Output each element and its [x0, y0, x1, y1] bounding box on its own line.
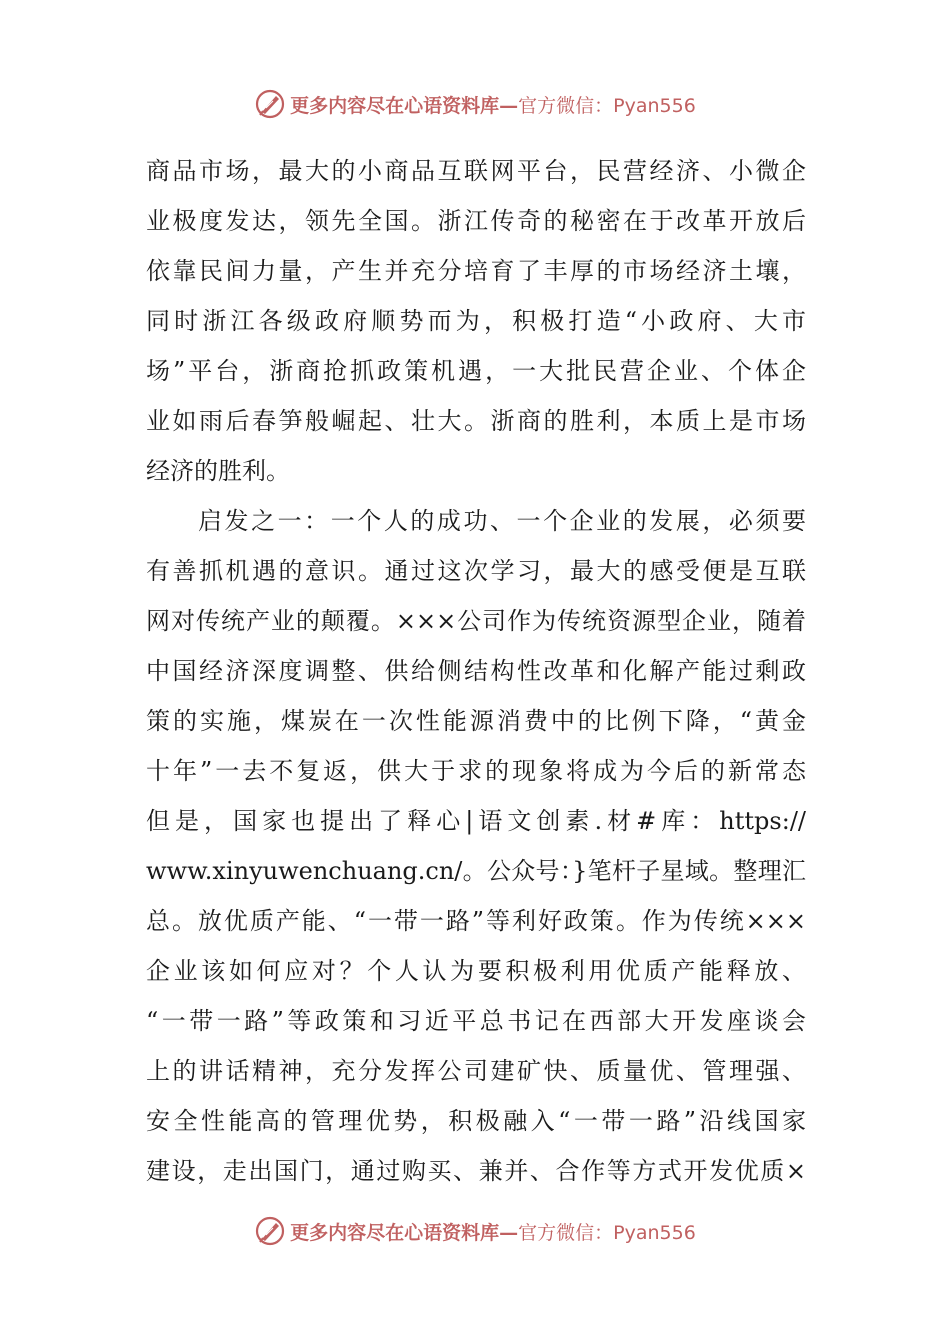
body-line: 启发之一：一个人的成功、一个企业的发展，必须要 [198, 507, 806, 535]
body-line: “一带一路”等政策和习近平总书记在西部大开发座谈会 [146, 1007, 806, 1035]
body-line: 依靠民间力量，产生并充分培育了丰厚的市场经济土壤， [146, 257, 806, 285]
body-line: 网对传统产业的颠覆。×××公司作为传统资源型企业，随着 [146, 607, 806, 635]
body-line: 场”平台，浙商抢抓政策机遇，一大批民营企业、个体企 [146, 357, 806, 385]
body-line: 商品市场，最大的小商品互联网平台，民营经济、小微企 [146, 157, 806, 185]
body-line: 策的实施，煤炭在一次性能源消费中的比例下降，“黄金 [146, 707, 806, 735]
header-banner-sub: 官方微信：Pyan556 [518, 94, 696, 117]
body-line: 上的讲话精神，充分发挥公司建矿快、质量优、管理强、 [146, 1057, 806, 1085]
header-banner-main: 更多内容尽在心语资料库— [290, 94, 519, 117]
body-line: 业如雨后春笋般崛起、壮大。浙商的胜利，本质上是市场 [146, 407, 806, 435]
body-line: 同时浙江各级政府顺势而为，积极打造“小政府、大市 [146, 307, 806, 335]
document-body [146, 146, 806, 1196]
body-line: 业极度发达，领先全国。浙江传奇的秘密在于改革开放后 [146, 207, 806, 235]
body-line: 但是，国家也提出了释心|语文创素.材#库：https:// [146, 807, 806, 835]
header-banner [0, 84, 950, 124]
body-line: 安全性能高的管理优势，积极融入“一带一路”沿线国家 [146, 1107, 806, 1135]
footer-banner [0, 1211, 950, 1251]
footer-banner-sub: 官方微信：Pyan556 [518, 1221, 696, 1244]
footer-banner-main: 更多内容尽在心语资料库— [290, 1221, 519, 1244]
body-line: 中国经济深度调整、供给侧结构性改革和化解产能过剩政 [146, 657, 806, 685]
body-line: www.xinyuwenchuang.cn/。公众号：}笔杆子星域。整理汇 [146, 857, 806, 885]
body-line: 十年”一去不复返，供大于求的现象将成为今后的新常态 [146, 757, 806, 785]
body-line: 建设，走出国门，通过购买、兼并、合作等方式开发优质× [146, 1157, 806, 1185]
body-line: 有善抓机遇的意识。通过这次学习，最大的感受便是互联 [146, 557, 806, 585]
quill-logo-icon [254, 1215, 286, 1247]
quill-logo-icon [254, 88, 286, 120]
body-line: 企业该如何应对？个人认为要积极利用优质产能释放、 [146, 957, 806, 985]
body-line: 总。放优质产能、“一带一路”等利好政策。作为传统××× [146, 907, 806, 935]
body-line: 经济的胜利。 [146, 457, 290, 485]
